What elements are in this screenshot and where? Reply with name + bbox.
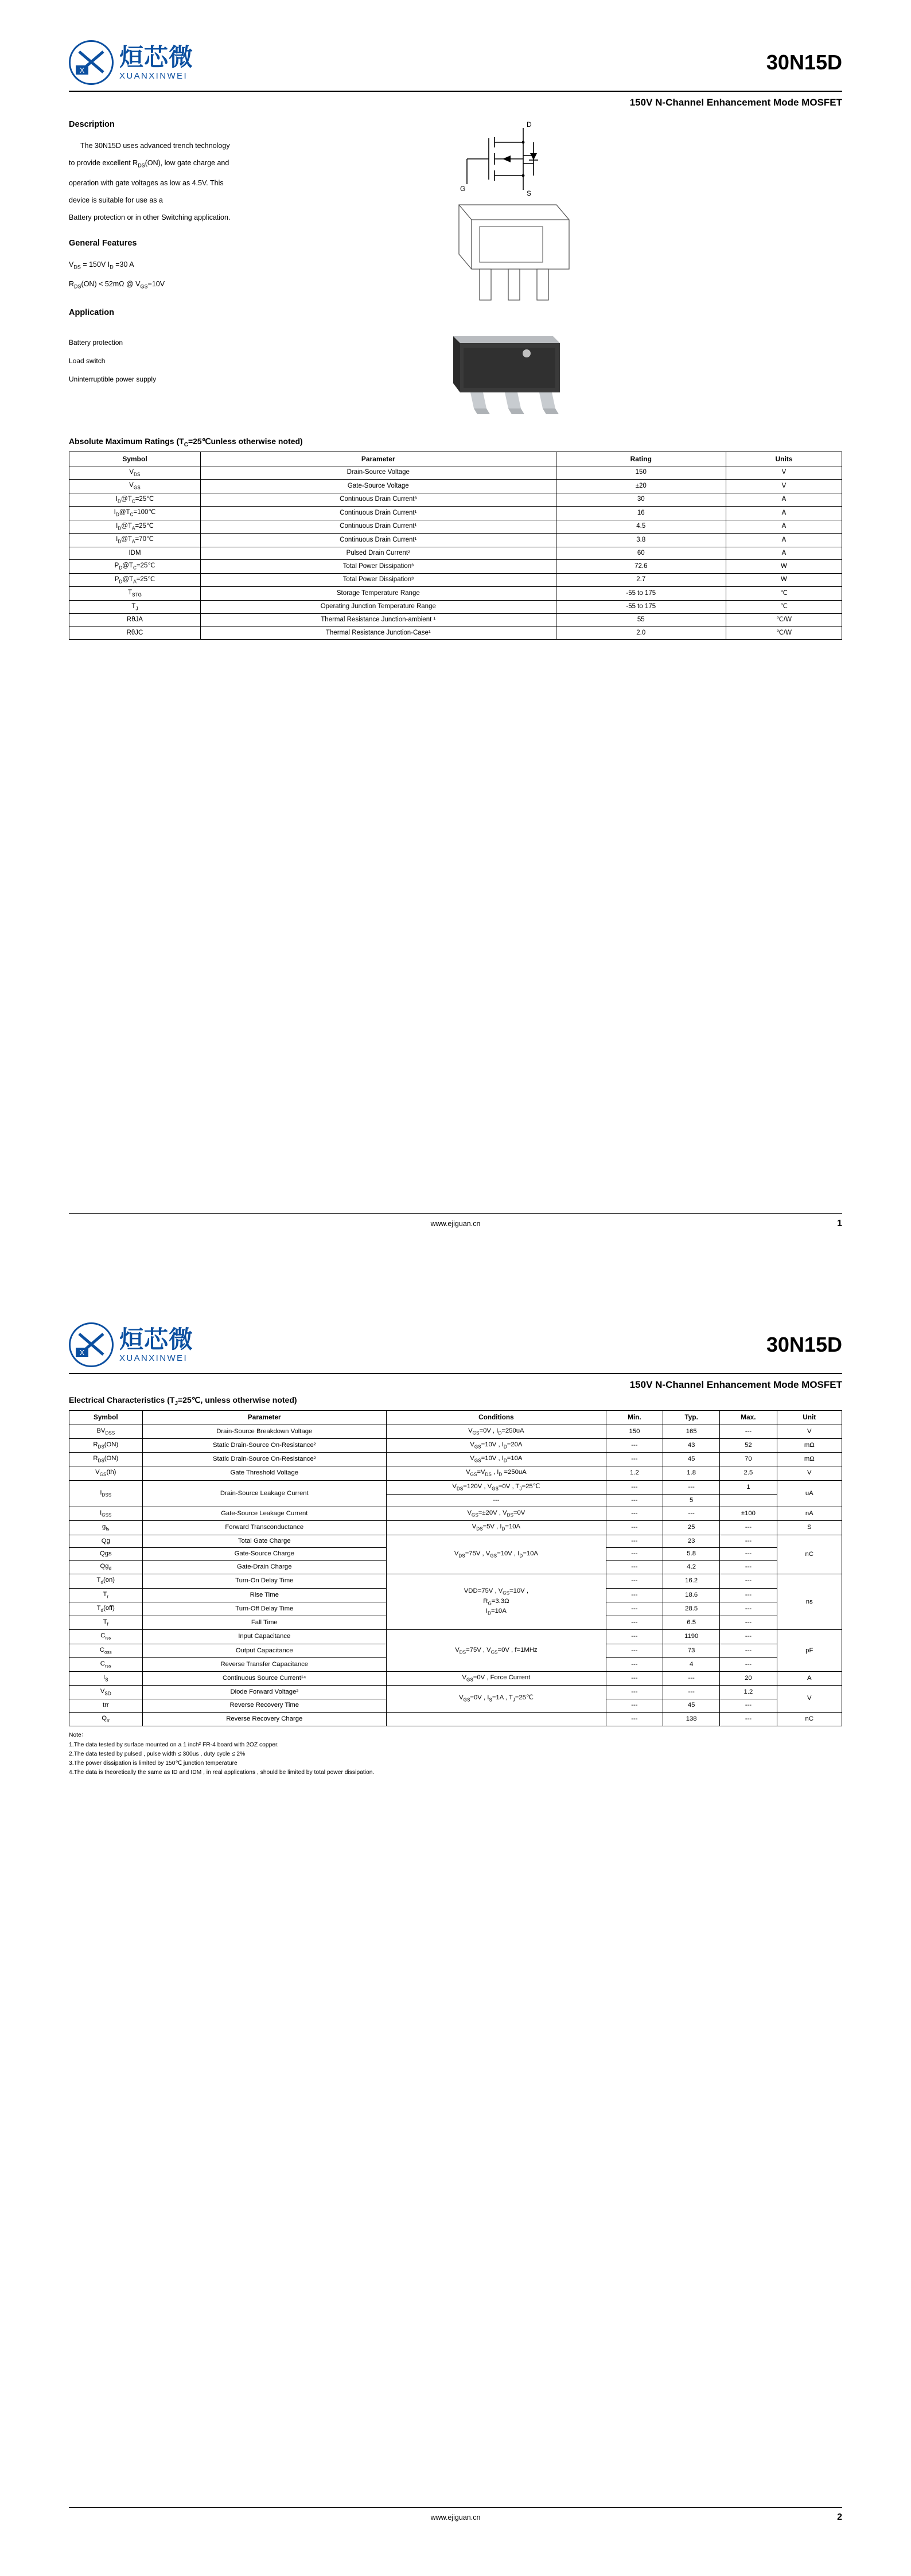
cell-typ: 23	[663, 1535, 720, 1547]
table-row	[69, 560, 842, 573]
table-row	[69, 627, 842, 640]
header-divider	[69, 1373, 842, 1374]
cell-min: ---	[606, 1602, 663, 1616]
cell-conditions: $V_{GS}=10V$ , $I_D=20A$	[386, 1438, 606, 1452]
feature-line: $R_{DS}(ON) < 52m\Omega$ @ $V_{GS}=10V$	[69, 280, 165, 290]
cell-max: ---	[720, 1535, 777, 1547]
logo-english-name: XUANXINWEI	[119, 1353, 188, 1363]
logo-english-name: XUANXINWEI	[119, 71, 188, 81]
cell-symbol: $Qg_d$	[69, 1561, 143, 1574]
electrical-characteristics-section	[69, 1395, 842, 1777]
table-row	[69, 466, 842, 479]
cell-rating: 55	[556, 614, 726, 627]
cell-typ: 6.5	[663, 1616, 720, 1630]
cell-parameter: Reverse Transfer Capacitance	[142, 1657, 386, 1671]
cell-symbol: $Q_{rr}$	[69, 1712, 143, 1726]
table-row	[69, 614, 842, 627]
cell-typ: 138	[663, 1712, 720, 1726]
table-row	[69, 480, 842, 493]
cell-rating: 150	[556, 466, 726, 479]
application-line: Battery protection	[69, 338, 123, 347]
cell-parameter: Static Drain-Source On-Resistance²	[142, 1453, 386, 1466]
table-row	[69, 1453, 842, 1466]
elec-title: Electrical Characteristics ($T_J=25℃$, unless otherwise noted)	[69, 1395, 297, 1407]
cell-parameter: Static Drain-Source On-Resistance²	[142, 1438, 386, 1452]
table-row	[69, 1507, 842, 1521]
logo-text	[119, 42, 194, 81]
cell-conditions: $V_{GS}=\pm 20V$ , $V_{DS}=0V$	[386, 1507, 606, 1521]
description-line: The 30N15D uses advanced trench technology	[80, 142, 230, 150]
footer-url[interactable]: www.ejiguan.cn	[430, 2513, 481, 2521]
cell-typ: 43	[663, 1438, 720, 1452]
logo-mark-icon	[69, 40, 114, 85]
page-1-body	[69, 120, 842, 422]
footer-divider	[69, 1213, 842, 1214]
cell-conditions: $V_{DS}=120V$ , $V_{GS}=0V$ , $T_J=25℃$	[386, 1480, 606, 1494]
cell-min: ---	[606, 1438, 663, 1452]
cell-units: V	[726, 480, 842, 493]
cell-unit: nA	[777, 1507, 842, 1521]
cell-max: 20	[720, 1671, 777, 1685]
table-row	[69, 1712, 842, 1726]
cell-min: ---	[386, 1494, 606, 1507]
mosfet-symbol-diagram	[459, 120, 842, 197]
table-row	[69, 1535, 842, 1547]
cell-parameter: Total Power Dissipation³	[200, 573, 556, 586]
cell-min: ---	[606, 1480, 663, 1494]
cell-typ: ---	[606, 1494, 663, 1507]
cell-units: A	[726, 520, 842, 533]
cell-symbol: $V_{DS}$	[69, 466, 201, 479]
cell-conditions: $V_{GS}=0V$ , $I_S=1A$ , $T_J=25℃$	[386, 1686, 606, 1712]
cell-parameter: Total Power Dissipation³	[200, 560, 556, 573]
description-heading: Description	[69, 120, 115, 129]
electrical-characteristics-table	[69, 1410, 842, 1726]
cell-min: ---	[606, 1574, 663, 1588]
cell-min: ---	[606, 1561, 663, 1574]
cell-parameter: Turn-Off Delay Time	[142, 1602, 386, 1616]
table-header-row	[69, 452, 842, 466]
document-subtitle: 150V N-Channel Enhancement Mode MOSFET	[629, 97, 842, 108]
col-symbol: Symbol	[69, 452, 201, 466]
cell-symbol: $I_D@T_C=100℃$	[69, 507, 201, 520]
cell-unit: V	[777, 1425, 842, 1438]
cell-symbol: RθJC	[69, 627, 201, 640]
cell-max: ---	[720, 1588, 777, 1602]
cell-max: ---	[720, 1547, 777, 1560]
cell-max: ---	[720, 1521, 777, 1535]
general-features-heading: General Features	[69, 238, 137, 248]
cell-parameter: Drain-Source Breakdown Voltage	[142, 1425, 386, 1438]
cell-min: ---	[606, 1535, 663, 1547]
cell-parameter: Gate-Source Leakage Current	[142, 1507, 386, 1521]
cell-symbol: $T_J$	[69, 600, 201, 613]
description-line: device is suitable for use as a	[69, 196, 163, 204]
col-parameter: Parameter	[200, 452, 556, 466]
cell-typ: 25	[663, 1521, 720, 1535]
cell-symbol: $P_D@T_A=25℃$	[69, 573, 201, 586]
cell-symbol: Qg	[69, 1535, 143, 1547]
cell-rating: 72.6	[556, 560, 726, 573]
cell-typ: 4	[663, 1657, 720, 1671]
footer-url[interactable]: www.ejiguan.cn	[430, 1220, 481, 1228]
cell-parameter: Continuous Drain Current¹	[200, 520, 556, 533]
description-line: operation with gate voltages as low as 4.5V. This	[69, 178, 224, 187]
cell-symbol: $C_{oss}$	[69, 1644, 143, 1657]
note-item: 2.The data tested by pulsed , pulse width ≤ 300us , duty cycle ≤ 2%	[69, 1750, 246, 1757]
cell-parameter: Continuous Drain Current³	[200, 493, 556, 506]
cell-units: ℃/W	[726, 614, 842, 627]
cell-max: 2.5	[720, 1466, 777, 1480]
feature-line: $V_{DS} = 150V$ $I_D =30$ A	[69, 260, 134, 270]
cell-unit: V	[777, 1466, 842, 1480]
cell-parameter: Fall Time	[142, 1616, 386, 1630]
cell-symbol: RθJA	[69, 614, 201, 627]
cell-rating: ±20	[556, 480, 726, 493]
cell-symbol: $I_D@T_A=25℃$	[69, 520, 201, 533]
cell-max: ---	[720, 1574, 777, 1588]
company-logo	[69, 40, 193, 85]
col-conditions: Conditions	[386, 1410, 606, 1425]
cell-max: 70	[720, 1453, 777, 1466]
cell-typ: ---	[663, 1686, 720, 1699]
cell-conditions: $V_{GS}=0V$ , $I_D=250uA$	[386, 1425, 606, 1438]
notes-block	[69, 1731, 842, 1777]
table-row	[69, 1686, 842, 1699]
cell-parameter: Diode Forward Voltage²	[142, 1686, 386, 1699]
cell-rating: 2.7	[556, 573, 726, 586]
cell-typ: ---	[663, 1480, 720, 1494]
symbol-label-source: S	[527, 189, 532, 197]
cell-rating: 60	[556, 547, 726, 560]
cell-parameter: Drain-Source Voltage	[200, 466, 556, 479]
cell-typ: 73	[663, 1644, 720, 1657]
cell-max: ---	[720, 1657, 777, 1671]
cell-units: A	[726, 534, 842, 547]
cell-conditions: VDD=75V , $V_{GS}=10V$ , $R_G=3.3\Omega$ $I_D=10A$	[386, 1574, 606, 1630]
cell-max: 1.2	[720, 1686, 777, 1699]
table-row	[69, 1630, 842, 1644]
cell-parameter: Output Capacitance	[142, 1644, 386, 1657]
table-row	[69, 573, 842, 586]
cell-typ: 5.8	[663, 1547, 720, 1560]
page-2-footer	[69, 2503, 842, 2521]
application-line: Uninterruptible power supply	[69, 375, 157, 383]
cell-symbol: $C_{rss}$	[69, 1657, 143, 1671]
cell-symbol: $T_r$	[69, 1588, 143, 1602]
cell-units: W	[726, 573, 842, 586]
table-row	[69, 1480, 842, 1494]
cell-symbol: $T_{STG}$	[69, 587, 201, 600]
cell-max: 5	[663, 1494, 720, 1507]
table-row	[69, 1671, 842, 1685]
table-row	[69, 520, 842, 533]
cell-min: ---	[606, 1630, 663, 1644]
cell-typ: 28.5	[663, 1602, 720, 1616]
note-item: 4.The data is theoretically the same as ID and IDM , in real applications , should be limited by total power dissipation.	[69, 1769, 375, 1776]
table-row	[69, 507, 842, 520]
cell-symbol: $BV_{DSS}$	[69, 1425, 143, 1438]
table-row	[69, 600, 842, 613]
cell-symbol: $I_S$	[69, 1671, 143, 1685]
cell-typ: 45	[663, 1453, 720, 1466]
cell-parameter: Thermal Resistance Junction-ambient ¹	[200, 614, 556, 627]
cell-unit: nC	[777, 1535, 842, 1574]
cell-unit: S	[777, 1521, 842, 1535]
logo-mark-icon	[69, 1322, 114, 1367]
cell-parameter: Drain-Source Leakage Current	[142, 1480, 386, 1507]
application-heading: Application	[69, 308, 114, 317]
company-logo	[69, 1322, 193, 1367]
page-number: 2	[837, 2512, 842, 2522]
cell-conditions: $V_{GS}=V_{DS}$ , $I_D =250uA$	[386, 1466, 606, 1480]
abs-max-table	[69, 452, 842, 640]
notes-heading: Note：	[69, 1731, 88, 1738]
cell-min: ---	[606, 1616, 663, 1630]
page-1	[0, 0, 911, 1282]
cell-units: V	[726, 466, 842, 479]
cell-max: 52	[720, 1438, 777, 1452]
abs-max-section	[69, 437, 842, 640]
header-divider	[69, 91, 842, 92]
symbol-label-drain: D	[527, 120, 532, 129]
document-subtitle: 150V N-Channel Enhancement Mode MOSFET	[629, 1379, 842, 1390]
cell-conditions: $V_{GS}=10V$ , $I_D=10A$	[386, 1453, 606, 1466]
cell-unit: pF	[777, 1630, 842, 1672]
col-units: Units	[726, 452, 842, 466]
cell-max: ---	[720, 1425, 777, 1438]
cell-unit: ns	[777, 1574, 842, 1630]
cell-rating: 30	[556, 493, 726, 506]
cell-conditions: $V_{GS}=0V$ , Force Current	[386, 1671, 606, 1685]
cell-typ: ---	[663, 1671, 720, 1685]
cell-symbol: $R_{DS}(ON)$	[69, 1453, 143, 1466]
cell-max: 1	[720, 1480, 777, 1494]
cell-parameter: Gate-Drain Charge	[142, 1561, 386, 1574]
cell-max: ---	[720, 1644, 777, 1657]
table-row	[69, 587, 842, 600]
cell-typ: 16.2	[663, 1574, 720, 1588]
logo-text	[119, 1325, 194, 1363]
description-line: to provide excellent $R_{DS}(ON)$, low gate charge and	[69, 159, 229, 169]
cell-symbol: $I_D@T_C=25℃$	[69, 493, 201, 506]
cell-rating: 16	[556, 507, 726, 520]
cell-min: ---	[606, 1644, 663, 1657]
cell-parameter: Rise Time	[142, 1588, 386, 1602]
package-outline-drawing	[436, 200, 842, 318]
part-number: 30N15D	[766, 1333, 842, 1356]
note-item: 3.The power dissipation is limited by 150℃ junction temperature	[69, 1760, 238, 1766]
table-header-row	[69, 1410, 842, 1425]
cell-parameter: Thermal Resistance Junction-Case¹	[200, 627, 556, 640]
cell-max: ---	[720, 1630, 777, 1644]
cell-parameter: Total Gate Charge	[142, 1535, 386, 1547]
cell-units: W	[726, 560, 842, 573]
cell-min: ---	[606, 1453, 663, 1466]
col-typ: Typ.	[663, 1410, 720, 1425]
page-1-footer	[69, 1209, 842, 1228]
cell-typ: 18.6	[663, 1588, 720, 1602]
cell-parameter: Reverse Recovery Charge	[142, 1712, 386, 1726]
table-row	[69, 1425, 842, 1438]
cell-min: ---	[606, 1588, 663, 1602]
cell-min: 150	[606, 1425, 663, 1438]
cell-max: ---	[720, 1616, 777, 1630]
cell-symbol: $T_f$	[69, 1616, 143, 1630]
cell-symbol: $V_{GS}$	[69, 480, 201, 493]
cell-min: ---	[606, 1547, 663, 1560]
part-number: 30N15D	[766, 50, 842, 74]
cell-units: ℃/W	[726, 627, 842, 640]
cell-typ: 45	[663, 1699, 720, 1712]
cell-parameter: Continuous Drain Current¹	[200, 507, 556, 520]
cell-unit: A	[777, 1671, 842, 1685]
svg-text:X: X	[79, 1348, 85, 1357]
cell-symbol: IDM	[69, 547, 201, 560]
col-parameter: Parameter	[142, 1410, 386, 1425]
cell-units: A	[726, 493, 842, 506]
col-rating: Rating	[556, 452, 726, 466]
table-row	[69, 534, 842, 547]
cell-parameter: Continuous Source Current¹⁴	[142, 1671, 386, 1685]
cell-min: ---	[606, 1507, 663, 1521]
cell-parameter: Gate-Source Charge	[142, 1547, 386, 1560]
col-unit: Unit	[777, 1410, 842, 1425]
col-min: Min.	[606, 1410, 663, 1425]
cell-min: ---	[606, 1671, 663, 1685]
cell-rating: 4.5	[556, 520, 726, 533]
cell-rating: -55 to 175	[556, 600, 726, 613]
cell-symbol: $T_d(off)$	[69, 1602, 143, 1616]
cell-rating: 3.8	[556, 534, 726, 547]
cell-typ: ---	[663, 1507, 720, 1521]
page-header	[69, 1282, 842, 1367]
cell-parameter: Storage Temperature Range	[200, 587, 556, 600]
table-row	[69, 547, 842, 560]
cell-unit: mΩ	[777, 1453, 842, 1466]
footer-divider	[69, 2507, 842, 2508]
cell-symbol: $T_d(on)$	[69, 1574, 143, 1588]
cell-symbol: trr	[69, 1699, 143, 1712]
cell-units: A	[726, 507, 842, 520]
cell-max: ±100	[720, 1507, 777, 1521]
col-max: Max.	[720, 1410, 777, 1425]
cell-parameter: Input Capacitance	[142, 1630, 386, 1644]
cell-symbol: $I_D@T_A=70℃$	[69, 534, 201, 547]
cell-min: ---	[606, 1712, 663, 1726]
cell-min: ---	[606, 1699, 663, 1712]
cell-min: ---	[606, 1686, 663, 1699]
table-row	[69, 1521, 842, 1535]
page-header	[69, 0, 842, 85]
cell-symbol: $I_{GSS}$	[69, 1507, 143, 1521]
cell-symbol: $V_{GS}(th)$	[69, 1466, 143, 1480]
cell-conditions: $V_{DS}=5V$ , $I_D=10A$	[386, 1521, 606, 1535]
cell-min: ---	[606, 1521, 663, 1535]
symbol-label-gate: G	[460, 185, 466, 193]
page-2	[0, 1282, 911, 2576]
cell-symbol: $V_{SD}$	[69, 1686, 143, 1699]
cell-min: ---	[606, 1657, 663, 1671]
cell-parameter: Operating Junction Temperature Range	[200, 600, 556, 613]
cell-min: 1.2	[606, 1466, 663, 1480]
cell-conditions: $V_{DS}=75V$ , $V_{GS}=10V$ , $I_D=10A$	[386, 1535, 606, 1574]
cell-typ: 1.8	[663, 1466, 720, 1480]
logo-chinese-name: 烜芯微	[119, 1325, 194, 1353]
cell-unit: V	[777, 1686, 842, 1712]
cell-max: ---	[720, 1561, 777, 1574]
cell-max: ---	[720, 1712, 777, 1726]
cell-parameter: Reverse Recovery Time	[142, 1699, 386, 1712]
table-row	[69, 1438, 842, 1452]
cell-rating: -55 to 175	[556, 587, 726, 600]
cell-conditions: $V_{DS}=75V$ , $V_{GS}=0V$ , f=1MHz	[386, 1630, 606, 1672]
package-photo	[441, 333, 842, 422]
cell-unit: nC	[777, 1712, 842, 1726]
cell-symbol: $C_{iss}$	[69, 1630, 143, 1644]
application-line: Load switch	[69, 356, 106, 365]
svg-text:X: X	[79, 66, 85, 75]
cell-symbol: Qgs	[69, 1547, 143, 1560]
cell-parameter: Pulsed Drain Current²	[200, 547, 556, 560]
description-line: Battery protection or in other Switching application.	[69, 213, 231, 221]
cell-unit: uA	[777, 1480, 842, 1507]
page-number: 1	[837, 1219, 842, 1228]
cell-rating: 2.0	[556, 627, 726, 640]
cell-typ: 4.2	[663, 1561, 720, 1574]
cell-max: ---	[720, 1699, 777, 1712]
cell-typ: 165	[663, 1425, 720, 1438]
cell-symbol: $I_{DSS}$	[69, 1480, 143, 1507]
cell-symbol: $P_D@T_C=25℃$	[69, 560, 201, 573]
left-column	[69, 120, 373, 422]
cell-max: ---	[720, 1602, 777, 1616]
cell-symbol: $g_{fs}$	[69, 1521, 143, 1535]
abs-max-title: Absolute Maximum Ratings ($T_C=25℃unless$ otherwise noted)	[69, 437, 303, 448]
table-row	[69, 1466, 842, 1480]
cell-unit: mΩ	[777, 1438, 842, 1452]
cell-units: ℃	[726, 600, 842, 613]
note-item: 1.The data tested by surface mounted on a 1 inch² FR-4 board with 2OZ copper.	[69, 1741, 279, 1748]
cell-units: ℃	[726, 587, 842, 600]
cell-conditions	[386, 1712, 606, 1726]
cell-parameter: Forward Transconductance	[142, 1521, 386, 1535]
cell-typ: 1190	[663, 1630, 720, 1644]
logo-chinese-name: 烜芯微	[119, 42, 194, 71]
cell-parameter: Gate Threshold Voltage	[142, 1466, 386, 1480]
col-symbol: Symbol	[69, 1410, 143, 1425]
cell-units: A	[726, 547, 842, 560]
table-row	[69, 493, 842, 506]
cell-parameter: Gate-Source Voltage	[200, 480, 556, 493]
cell-parameter: Continuous Drain Current¹	[200, 534, 556, 547]
cell-parameter: Turn-On Delay Time	[142, 1574, 386, 1588]
table-row	[69, 1574, 842, 1588]
cell-symbol: $R_{DS}(ON)$	[69, 1438, 143, 1452]
right-column	[373, 120, 842, 422]
